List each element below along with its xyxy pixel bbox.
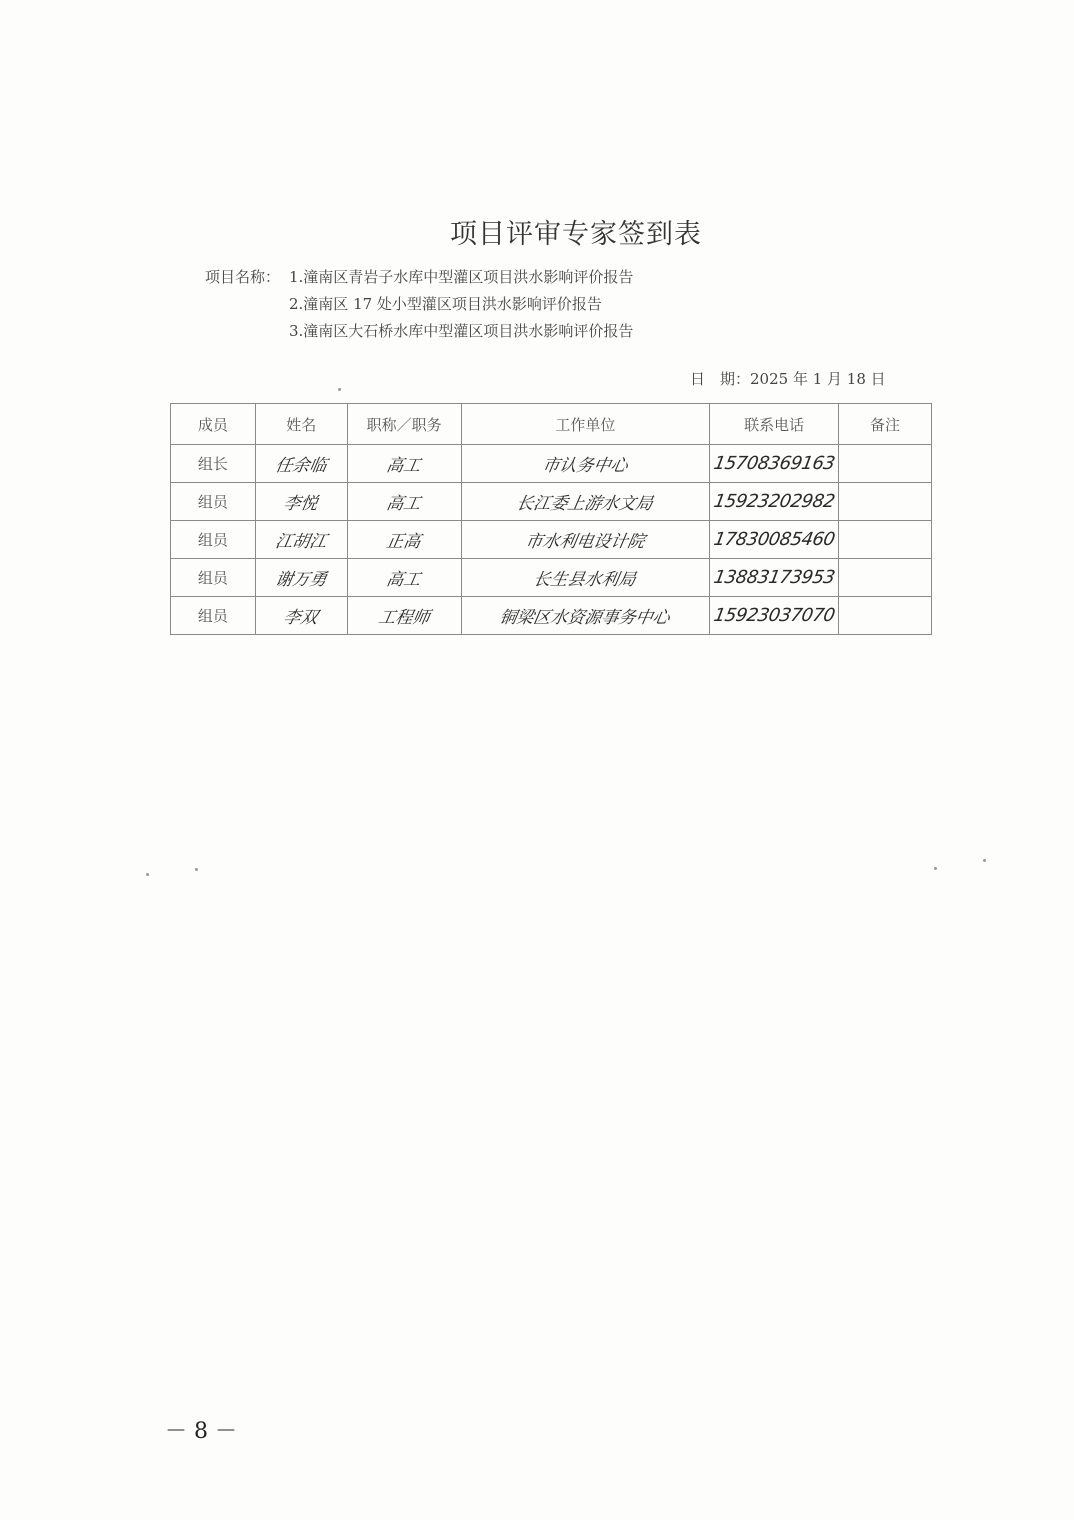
scan-speck bbox=[934, 867, 937, 870]
signature-phone: 13883173953 bbox=[712, 567, 837, 588]
page-number: － 8 － bbox=[165, 1419, 237, 1444]
signature-phone: 15708369163 bbox=[712, 453, 837, 474]
signature-phone: 15923037070 bbox=[712, 605, 837, 626]
table-row bbox=[171, 597, 932, 635]
cell-note bbox=[839, 597, 932, 635]
signature-unit: 长江委上游水文局 bbox=[515, 494, 655, 514]
project-item-2: 2.潼南区 17 处小型灌区项目洪水影响评价报告 bbox=[289, 295, 602, 313]
signature-unit: 市水利电设计院 bbox=[523, 532, 647, 552]
cell-title bbox=[347, 483, 461, 521]
cell-role: 组员 bbox=[171, 559, 256, 597]
header-phone: 联系电话 bbox=[710, 404, 839, 445]
expert-signin-table bbox=[170, 403, 932, 635]
scan-speck bbox=[195, 868, 198, 871]
table-row bbox=[171, 445, 932, 483]
signature-title: 工程师 bbox=[376, 608, 431, 628]
table-row bbox=[171, 483, 932, 521]
cell-role: 组长 bbox=[171, 445, 256, 483]
project-line-1 bbox=[205, 264, 633, 291]
cell-role: 组员 bbox=[171, 483, 256, 521]
date-line bbox=[690, 368, 886, 389]
cell-phone bbox=[710, 445, 839, 483]
cell-role: 组员 bbox=[171, 521, 256, 559]
cell-unit bbox=[461, 445, 710, 483]
project-item-1: 1.潼南区青岩子水库中型灌区项目洪水影响评价报告 bbox=[289, 268, 634, 286]
signature-title: 正高 bbox=[384, 532, 423, 552]
signature-title: 高工 bbox=[384, 494, 423, 514]
scan-speck bbox=[146, 873, 149, 876]
signature-title: 高工 bbox=[384, 570, 423, 590]
signature-name: 任余临 bbox=[273, 456, 329, 476]
signature-unit: 长生县水利局 bbox=[532, 570, 638, 590]
signature-phone: 17830085460 bbox=[712, 529, 837, 550]
signature-name: 李双 bbox=[282, 608, 320, 628]
cell-title bbox=[347, 445, 461, 483]
project-names bbox=[205, 264, 633, 345]
cell-title bbox=[347, 597, 461, 635]
project-line-3 bbox=[205, 318, 633, 345]
header-member: 成员 bbox=[171, 404, 256, 445]
cell-note bbox=[839, 483, 932, 521]
cell-note bbox=[839, 445, 932, 483]
cell-name bbox=[255, 483, 347, 521]
project-line-2 bbox=[205, 291, 633, 318]
header-title: 职称／职务 bbox=[347, 404, 461, 445]
project-item-3: 3.潼南区大石桥水库中型灌区项目洪水影响评价报告 bbox=[289, 322, 634, 340]
signature-name: 李悦 bbox=[282, 494, 320, 514]
cell-unit bbox=[461, 559, 710, 597]
table-row bbox=[171, 521, 932, 559]
date-value: 2025 年 1 月 18 日 bbox=[750, 370, 886, 388]
cell-title bbox=[347, 521, 461, 559]
cell-phone bbox=[710, 521, 839, 559]
scan-speck bbox=[338, 388, 341, 391]
signature-unit: 市认务中心 bbox=[540, 456, 630, 476]
document-title: 项目评审专家签到表 bbox=[450, 219, 702, 250]
cell-unit bbox=[461, 597, 710, 635]
signature-unit: 铜梁区水资源事务中心 bbox=[498, 608, 672, 628]
header-name: 姓名 bbox=[255, 404, 347, 445]
table-header-row bbox=[171, 404, 932, 445]
cell-phone bbox=[710, 483, 839, 521]
cell-role: 组员 bbox=[171, 597, 256, 635]
header-unit: 工作单位 bbox=[461, 404, 710, 445]
cell-note bbox=[839, 559, 932, 597]
signature-name: 江胡江 bbox=[273, 532, 329, 552]
scan-speck bbox=[983, 859, 986, 862]
cell-name bbox=[255, 445, 347, 483]
project-label: 项目名称： bbox=[205, 268, 281, 286]
signature-title: 高工 bbox=[384, 456, 423, 476]
header-note: 备注 bbox=[839, 404, 932, 445]
cell-unit bbox=[461, 521, 710, 559]
date-label: 日 期： bbox=[690, 370, 751, 388]
cell-phone bbox=[710, 559, 839, 597]
cell-name bbox=[255, 597, 347, 635]
cell-phone bbox=[710, 597, 839, 635]
cell-title bbox=[347, 559, 461, 597]
table-row bbox=[171, 559, 932, 597]
signature-phone: 15923202982 bbox=[712, 491, 837, 512]
cell-unit bbox=[461, 483, 710, 521]
cell-name bbox=[255, 559, 347, 597]
cell-name bbox=[255, 521, 347, 559]
signature-name: 谢万勇 bbox=[273, 570, 329, 590]
cell-note bbox=[839, 521, 932, 559]
